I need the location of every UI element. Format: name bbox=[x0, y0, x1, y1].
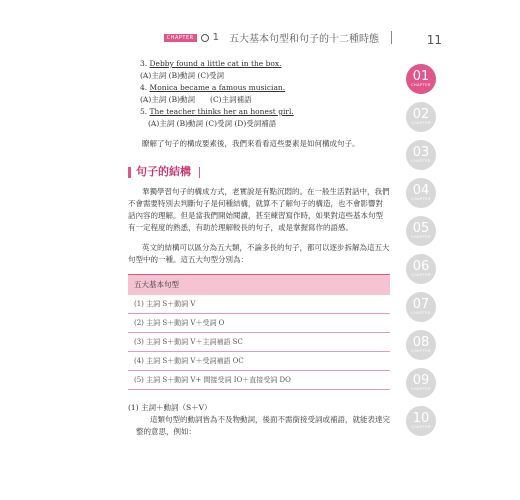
question-options: (A)主詞 (B)動詞 (C)主詞補語 bbox=[140, 95, 252, 104]
question-sentence: Debby found a little cat in the box. bbox=[149, 59, 282, 68]
question-options: (A)主詞 (B)動詞 (C)受詞 bbox=[140, 71, 224, 80]
chapter-tab-number: 01 bbox=[412, 69, 430, 84]
question-4 bbox=[140, 82, 390, 106]
chapter-tab-09[interactable] bbox=[406, 368, 436, 398]
chapter-tab-label: CHAPTER bbox=[411, 349, 431, 353]
page-number: 11 bbox=[426, 33, 442, 47]
chapter-tab-label: CHAPTER bbox=[411, 273, 431, 277]
chapter-tab-number: 07 bbox=[412, 297, 430, 312]
question-3 bbox=[140, 58, 390, 82]
section-heading bbox=[128, 166, 390, 178]
chapter-nav bbox=[406, 64, 438, 436]
chapter-tab-label: CHAPTER bbox=[411, 83, 431, 87]
chapter-badge: CHAPTER bbox=[164, 34, 197, 42]
section-marker bbox=[128, 167, 131, 178]
page-header bbox=[164, 30, 400, 45]
subsection-body: 這類句型的動詞皆為不及物動詞，後面不需銜接受詞或補語，就能表達完整的意思，例如： bbox=[136, 415, 390, 436]
chapter-tab-number: 10 bbox=[412, 411, 430, 426]
table-row: (2) 主詞 S＋動詞 V＋受詞 O bbox=[128, 314, 390, 333]
chapter-circle-icon bbox=[201, 34, 209, 42]
paragraph-2: 英文的結構可以區分為五大類，不論多長的句子，都可以逐步拆解為這五大句型中的一種。這五大句型分別為： bbox=[128, 243, 390, 264]
chapter-tab-10[interactable] bbox=[406, 406, 436, 436]
chapter-tab-label: CHAPTER bbox=[411, 121, 431, 125]
chapter-number: 1 bbox=[212, 32, 219, 43]
chapter-tab-number: 05 bbox=[412, 221, 430, 236]
chapter-tab-number: 06 bbox=[412, 259, 430, 274]
chapter-tab-06[interactable] bbox=[406, 254, 436, 284]
chapter-tab-02[interactable] bbox=[406, 102, 436, 132]
sentence-pattern-table bbox=[128, 274, 390, 390]
section-title: 句子的結構 bbox=[136, 165, 191, 178]
chapter-tab-07[interactable] bbox=[406, 292, 436, 322]
table-header: 五大基本句型 bbox=[128, 275, 390, 295]
question-sentence: Monica became a famous musician. bbox=[149, 83, 286, 92]
main-content bbox=[128, 58, 390, 438]
chapter-tab-01[interactable] bbox=[406, 64, 436, 94]
chapter-tab-03[interactable] bbox=[406, 140, 436, 170]
question-number: 3. bbox=[140, 59, 148, 68]
chapter-tab-label: CHAPTER bbox=[411, 197, 431, 201]
chapter-tab-number: 08 bbox=[412, 335, 430, 350]
chapter-tab-number: 09 bbox=[412, 373, 430, 388]
header-divider bbox=[391, 31, 392, 44]
section-divider bbox=[199, 167, 200, 178]
chapter-tab-number: 02 bbox=[412, 107, 430, 122]
question-5 bbox=[140, 106, 390, 130]
chapter-tab-04[interactable] bbox=[406, 178, 436, 208]
page-number-wrap bbox=[427, 29, 442, 48]
question-number: 4. bbox=[140, 83, 148, 92]
intro-paragraph: 瞭解了句子的構成要素後，我們來看看這些要素是如何構成句子。 bbox=[142, 139, 360, 148]
subsection-heading: (1) 主詞＋動詞（S＋V） bbox=[128, 403, 212, 412]
chapter-tab-label: CHAPTER bbox=[411, 311, 431, 315]
chapter-title: 五大基本句型和句子的十二種時態 bbox=[229, 34, 379, 45]
chapter-tab-number: 03 bbox=[412, 145, 430, 160]
chapter-tab-label: CHAPTER bbox=[411, 235, 431, 239]
chapter-tab-label: CHAPTER bbox=[411, 425, 431, 429]
chapter-tab-05[interactable] bbox=[406, 216, 436, 246]
chapter-tab-number: 04 bbox=[412, 183, 430, 198]
table-row: (5) 主詞 S＋動詞 V+ 間接受詞 IO＋直接受詞 DO bbox=[128, 371, 390, 390]
question-number: 5. bbox=[140, 107, 148, 116]
table-row: (3) 主詞 S＋動詞 V＋主詞補語 SC bbox=[128, 333, 390, 352]
table-row: (4) 主詞 S＋動詞 V＋受詞補語 OC bbox=[128, 352, 390, 371]
question-options: (A)主詞 (B)動詞 (C)受詞 (D)受詞補語 bbox=[148, 119, 277, 128]
question-sentence: The teacher thinks her an honest girl. bbox=[149, 107, 294, 116]
table-row: (1) 主詞 S＋動詞 V bbox=[128, 295, 390, 314]
paragraph-1: 華獨學習句子的構成方式，老實說是有點沉悶的。在一般生活對話中，我們不會需要特別去判斷句子是何種結構，就算不了解句子的構造，也不會影響對話內容的理解。但是當我們開始閱讀，甚至練習寫作時，如果對這些基本句型有一定程度的熟悉，有助於理解較長的句子，或是掌握寫作的語感。 bbox=[128, 187, 390, 232]
chapter-tab-label: CHAPTER bbox=[411, 387, 431, 391]
chapter-tab-label: CHAPTER bbox=[411, 159, 431, 163]
chapter-tab-08[interactable] bbox=[406, 330, 436, 360]
subsection bbox=[128, 402, 390, 438]
